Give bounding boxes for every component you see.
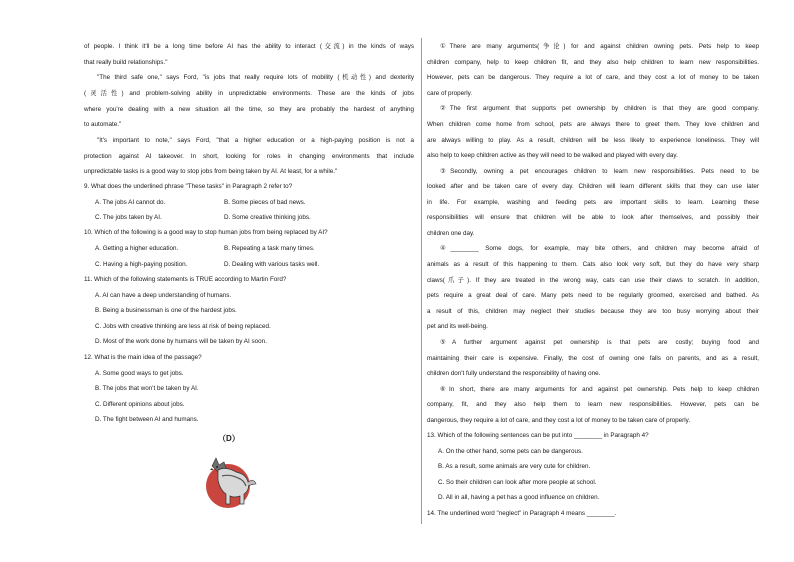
- paragraph-1-line: care of properly.: [427, 90, 473, 97]
- paragraph-1-line: However, pets can be dangerous. They require a lot of care, and they cost a lot of money to be taken: [427, 74, 759, 81]
- paragraph-3-line: children one day.: [427, 230, 475, 237]
- option-12b: B. The jobs that won't be taken by AI.: [95, 385, 199, 392]
- option-12d: D. The fight between AI and humans.: [95, 416, 199, 423]
- option-9b: B. Some pieces of bad news.: [224, 199, 306, 206]
- text-line: unpredictable tasks is a good way to stop jobs from being taken by AI. At least, for a while.": [84, 168, 338, 175]
- option-10a: A. Getting a higher education.: [95, 245, 179, 252]
- paragraph-6-line: ⑥In short, there are many arguments for and against pet ownership. Pets help to keep children: [440, 386, 759, 393]
- option-10b: B. Repeating a task many times.: [224, 245, 315, 252]
- paragraph-4-line: pets require a great deal of care. Many pets need to be regularly groomed, exercised and bathed. As: [427, 292, 759, 299]
- paragraph-1-line: ①There are many arguments(争论) for and against children owning pets. Pets help to keep: [440, 43, 759, 50]
- option-9a: A. The jobs AI cannot do.: [95, 199, 166, 206]
- question-11: 11. Which of the following statements is TRUE according to Martin Ford?: [84, 276, 287, 283]
- question-12: 12. What is the main idea of the passage?: [84, 354, 202, 361]
- paragraph-1-line: children company, help to keep children fit, and they also help children to learn new responsibilities.: [427, 59, 759, 66]
- section-heading: （D）: [218, 434, 240, 443]
- paragraph-2-line: When children come home from school, pets are always there to greet them. They love children and: [427, 121, 759, 128]
- paragraph-3-line: looked after and be taken care of every day. Children will learn different skills that they can use later: [427, 183, 759, 190]
- text-line: where you're dealing with a new situation all the time, so they are probably the hardest of anything: [84, 106, 414, 113]
- paragraph-4-line: claws(爪子). If they are treated in the wrong way, cats can use their claws to scratch. In addition,: [427, 277, 759, 284]
- paragraph-5-line: maintaining their care is expensive. Finally, the cost of owning one falls on parents, and as a result,: [427, 355, 759, 362]
- paragraph-4-line: ④________ Some dogs, for example, may bite others, and children may become afraid of: [440, 245, 759, 252]
- text-line: of people. I think it'll be a long time before AI has the ability to interact (交流) in the kinds of ways: [84, 43, 414, 50]
- option-12a: A. Some good ways to get jobs.: [95, 370, 184, 377]
- option-10d: D. Dealing with various tasks well.: [224, 261, 320, 268]
- paragraph-6-line: dangerous, they require a lot of care, and they cost a lot of money to be taken care of properly.: [427, 417, 691, 424]
- paragraph-3-line: responsibilities will ensure that children will be able to look after themselves, and possibly their: [427, 214, 759, 221]
- option-13d: D. All in all, having a pet has a good influence on children.: [438, 494, 600, 501]
- question-9: 9. What does the underlined phrase "These tasks" in Paragraph 2 refer to?: [84, 183, 293, 190]
- question-14: 14. The underlined word "neglect" in Paragraph 4 means ________.: [427, 510, 617, 517]
- text-line: (灵活性) and problem-solving ability in unpredictable environments. These are the kinds of jobs: [84, 90, 414, 97]
- option-11a: A. AI can have a deep understanding of humans.: [95, 292, 232, 299]
- option-11b: B. Being a businessman is one of the hardest jobs.: [95, 307, 237, 314]
- option-11c: C. Jobs with creative thinking are less at risk of being replaced.: [95, 323, 271, 330]
- option-13c: C. So their children can look after more people at school.: [438, 479, 597, 486]
- paragraph-2-line: also help to keep children active as they will need to be walked and played with every day.: [427, 152, 678, 159]
- paragraph-5-line: children don't fully understand the responsibility of having one.: [427, 370, 601, 377]
- wolf-dog-illustration: [200, 450, 260, 510]
- paragraph-4-line: pet and its well-being.: [427, 323, 488, 330]
- option-9d: D. Some creative thinking jobs.: [224, 214, 311, 221]
- text-line: that really build relationships.": [84, 59, 168, 66]
- paragraph-2-line: ②The first argument that supports pet ownership by children is that they are good company.: [440, 105, 759, 112]
- paragraph-2-line: are always willing to play. As a result, children will be less likely to experience loneliness. They will: [427, 137, 759, 144]
- option-9c: C. The jobs taken by AI.: [95, 214, 162, 221]
- paragraph-4-line: a result of this, children may neglect their studies because they are too busy worrying about their: [427, 308, 759, 315]
- paragraph-5-line: ⑤A further argument against pet ownership is that pets are costly; buying food and: [440, 339, 759, 346]
- paragraph-4-line: animals as a result of this happening to them. Cats also look very soft, but they do have very sharp: [427, 261, 759, 268]
- option-13b: B. As a result, some animals are very cute for children.: [438, 463, 591, 470]
- option-10c: C. Having a high-paying position.: [95, 261, 188, 268]
- text-line: protection against AI takeover. In short, looking for roles in changing environments that include: [84, 153, 414, 160]
- option-12c: C. Different opinions about jobs.: [95, 401, 185, 408]
- paragraph-6-line: company, fit, and they also help them to learn new responsibilities. However, pets can be: [427, 401, 759, 408]
- question-13: 13. Which of the following sentences can be put into ________ in Paragraph 4?: [427, 432, 649, 439]
- option-11d: D. Most of the work done by humans will be taken by AI soon.: [95, 338, 267, 345]
- option-13a: A. On the other hand, some pets can be dangerous.: [438, 448, 583, 455]
- question-10: 10. Which of the following is a good way to stop human jobs from being replaced by AI?: [84, 229, 328, 236]
- text-line: to automate.": [84, 121, 122, 128]
- text-line: "The third safe one," says Ford, "is jobs that really require lots of mobility (机动性) and dexterity: [97, 74, 414, 81]
- paragraph-3-line: ③Secondly, owning a pet encourages children to learn new responsibilities. Pets need to be: [440, 168, 759, 175]
- paragraph-3-line: in life. For example, washing and feeding pets are important skills to learn. Learning these: [427, 199, 759, 206]
- column-divider: [421, 38, 422, 524]
- text-line: "It's important to note," says Ford, "that a higher education or a high-paying position is not a: [97, 137, 414, 144]
